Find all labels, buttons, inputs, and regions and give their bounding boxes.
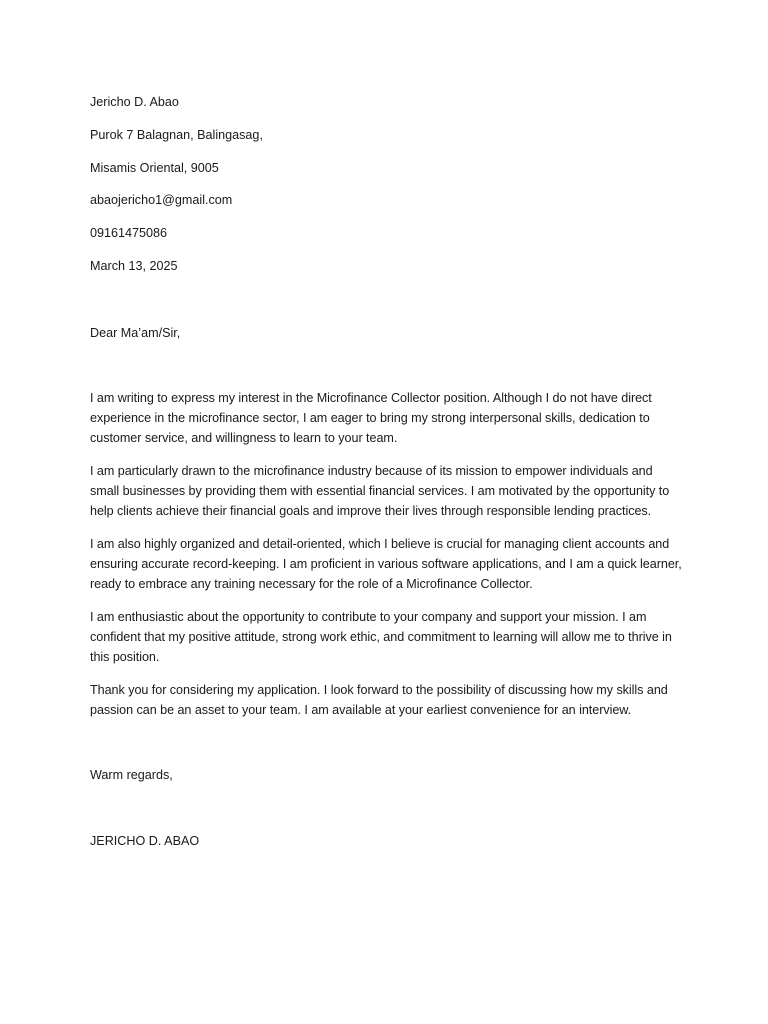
paragraph-1: I am writing to express my interest in the Microfinance Collector position. Although I do not have direct experience in the microfinance sector, I am eager to bring my strong interpersonal skills, dedication to customer service, and willingness to learn to your team.: [90, 391, 652, 445]
sender-phone: 09161475086: [90, 226, 168, 240]
closing: Warm regards,: [90, 768, 173, 782]
sender-email: abaojericho1@gmail.com: [90, 193, 233, 207]
sender-address-line2: Misamis Oriental, 9005: [90, 161, 219, 175]
sender-name: Jericho D. Abao: [90, 95, 179, 109]
paragraph-4: I am enthusiastic about the opportunity to contribute to your company and support your mission. I am confident that my positive attitude, strong work ethic, and commitment to learning will allow me to thrive in this position.: [90, 610, 672, 664]
paragraph-3: I am also highly organized and detail-oriented, which I believe is crucial for managing client accounts and ensuring accurate record-keeping. I am proficient in various software applications, and I am a quick learner, ready to embrace any training necessary for the role of a Microfinance Collector.: [90, 537, 682, 591]
signature-name: JERICHO D. ABAO: [90, 834, 200, 848]
sender-address-line1: Purok 7 Balagnan, Balingasag,: [90, 128, 263, 142]
paragraph-2: I am particularly drawn to the microfinance industry because of its mission to empower individuals and small businesses by providing them with essential financial services. I am motivated by the opportunity to help clients achieve their financial goals and improve their lives through responsible lending practices.: [90, 464, 670, 518]
salutation: Dear Ma’am/Sir,: [90, 326, 181, 340]
paragraph-5: Thank you for considering my application. I look forward to the possibility of discussing how my skills and passion can be an asset to your team. I am available at your earliest convenience for an interview.: [90, 683, 668, 717]
letter-date: March 13, 2025: [90, 259, 178, 273]
